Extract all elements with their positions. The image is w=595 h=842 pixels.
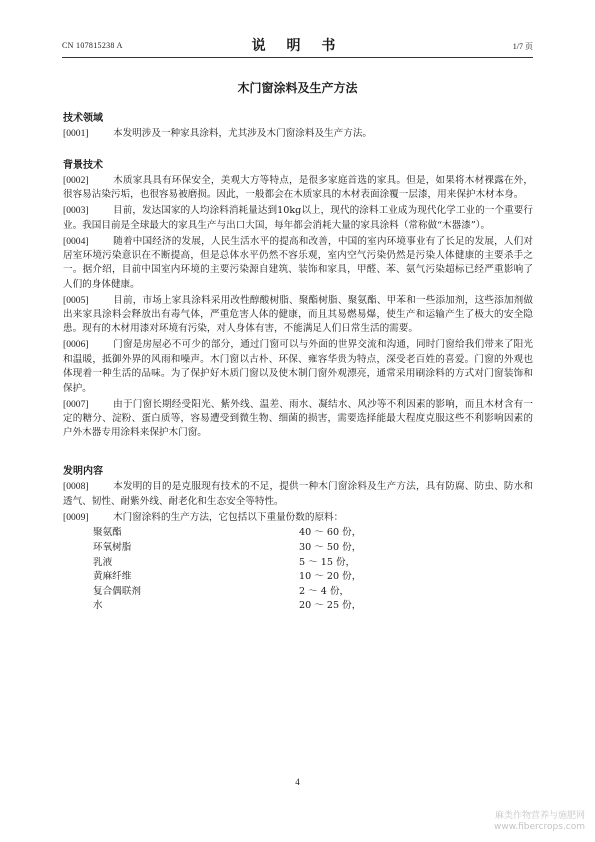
paragraph-text: 随着中国经济的发展，人民生活水平的提高和改善，中国的室内环境事业有了长足的发展，人们对居室环境污染意识在不断提高，但是总体水平仍然不容乐观，室内空气污染仍然是污染人体健康的主要杀手之一。据介绍，目前中国室内环境的主要污染源自建筑、装饰和家具，甲醛、苯、氨气污染超标已经严重影响了人们的身体健康。	[63, 235, 533, 290]
watermark	[494, 811, 585, 833]
paragraph	[63, 127, 533, 141]
ingredient-amount: 5 ～ 15 份，	[299, 556, 356, 568]
document-content	[63, 112, 533, 614]
header-document-type: 说 明 书	[251, 38, 344, 54]
paragraph	[63, 511, 533, 525]
paragraph-number: [0006]	[63, 339, 89, 351]
ingredient-name: 黄麻纤维	[93, 571, 132, 583]
ingredient-name: 水	[93, 600, 103, 612]
paragraph-text: 本发明的目的是克服现有技术的不足，提供一种木门窗涂料及生产方法，具有防腐、防虫、防水和透气、韧性、耐紫外线、耐老化和生态安全等特性。	[63, 481, 533, 507]
ingredient-amount: 2 ～ 4 份，	[299, 585, 350, 597]
paragraph-text: 由于门窗长期经受阳光、紫外线、温差、雨水、凝结水、风沙等不利因素的影响，而且木材含有一定的糖分、淀粉、蛋白质等，容易遭受到微生物、细菌的损害，需要选择能最大程度克服这些不利影响因素的户外木器专用涂料来保护木门窗。	[63, 398, 533, 439]
paragraph	[63, 338, 533, 396]
ingredient-amount: 30 ～ 50 份，	[299, 542, 362, 554]
recipe-item	[63, 541, 533, 556]
recipe-item	[63, 526, 533, 541]
background-heading: 背景技术	[63, 159, 103, 171]
paragraph-text: 木质家具具有环保安全，美观大方等特点，是很多家庭首选的家具。但是，如果将木材裸露在外，很容易沾染污垢，也很容易被磨损。因此，一般都会在木质家具的木材表面涂覆一层漆，用来保护木材本身。	[63, 174, 533, 201]
ingredient-amount: 40 ～ 60 份，	[299, 527, 362, 539]
ingredient-name: 复合偶联剂	[93, 585, 141, 597]
paragraph-text: 目前，发达国家的人均涂料消耗量达到10kg以上，现代的涂料工业成为现代化学工业的一个重要行业。我国目前是全球最大的家具生产与出口大国，每年都会消耗大量的家具涂料（常称做“木器漆”）。	[63, 205, 533, 231]
header-rule	[62, 57, 533, 58]
paragraph-number: [0005]	[63, 294, 89, 306]
invention-heading: 发明内容	[63, 466, 103, 478]
paragraph	[63, 204, 533, 233]
paragraph-number: [0003]	[63, 205, 89, 217]
paragraph-text: 目前，市场上家具涂料采用改性醇酸树脂、聚酯树脂、聚氨酯、甲苯和一些添加剂，这些添加剂做出来家具涂料会释放出有毒气体，严重危害人体的健康，而且其易燃易爆，使生产和运输产生了极大的安全隐患。现有的木材用漆对环境有污染，对人身体有害，不能满足人们日常生活的需要。	[63, 294, 533, 335]
watermark-line: 麻类作物营养与施肥网	[494, 811, 585, 821]
page-number: 4	[295, 777, 300, 787]
recipe-item	[63, 556, 533, 571]
section-spacer	[63, 143, 533, 159]
tech-field-heading: 技术领域	[63, 113, 103, 124]
paragraph-number: [0001]	[63, 128, 89, 139]
paragraph-number: [0008]	[63, 481, 89, 493]
paragraph-number: [0004]	[63, 235, 89, 247]
watermark-url: www.fibercrops.com	[494, 822, 585, 832]
ingredient-amount: 10 ～ 20 份，	[299, 571, 362, 583]
recipe-item	[63, 570, 533, 585]
ingredient-amount: 20 ～ 25 份，	[299, 600, 362, 612]
paragraph	[63, 480, 533, 509]
document-title: 木门窗涂料及生产方法	[237, 81, 358, 95]
paragraph-text: 门窗是房屋必不可少的部分，通过门窗可以与外面的世界交流和沟通，同时门窗给我们带来了阳光和温暖，抵御外界的风雨和噪声。木门窗以古朴、环保、雍容华贵为特点，深受老百姓的喜爱。门窗的外观也体现着一种生活的品味。为了保护好木质门窗以及使木制门窗外观漂亮，通常采用刷涂料的方式对门窗装饰和保护。	[63, 339, 533, 394]
paragraph-text: 木门窗涂料的生产方法，它包括以下重量份数的原料：	[113, 511, 344, 523]
header-page-count: 1/7 页	[512, 42, 533, 51]
ingredient-name: 环氧树脂	[93, 542, 132, 554]
header-patent-number: CN 107815238 A	[62, 41, 123, 50]
section-spacer	[63, 442, 533, 465]
recipe-item	[63, 599, 533, 614]
paragraph	[63, 235, 533, 293]
recipe-item	[63, 585, 533, 600]
paragraph-number: [0009]	[63, 511, 89, 523]
ingredient-name: 乳液	[93, 556, 113, 568]
paragraph-number: [0002]	[63, 174, 89, 186]
paragraph-text: 本发明涉及一种家具涂料，尤其涉及木门窗涂料及生产方法。	[113, 128, 373, 139]
paragraph-number: [0007]	[63, 398, 89, 410]
ingredient-name: 聚氨酯	[93, 527, 122, 539]
paragraph	[63, 294, 533, 337]
recipe-list	[63, 526, 533, 614]
paragraph	[63, 174, 533, 203]
paragraph	[63, 398, 533, 441]
